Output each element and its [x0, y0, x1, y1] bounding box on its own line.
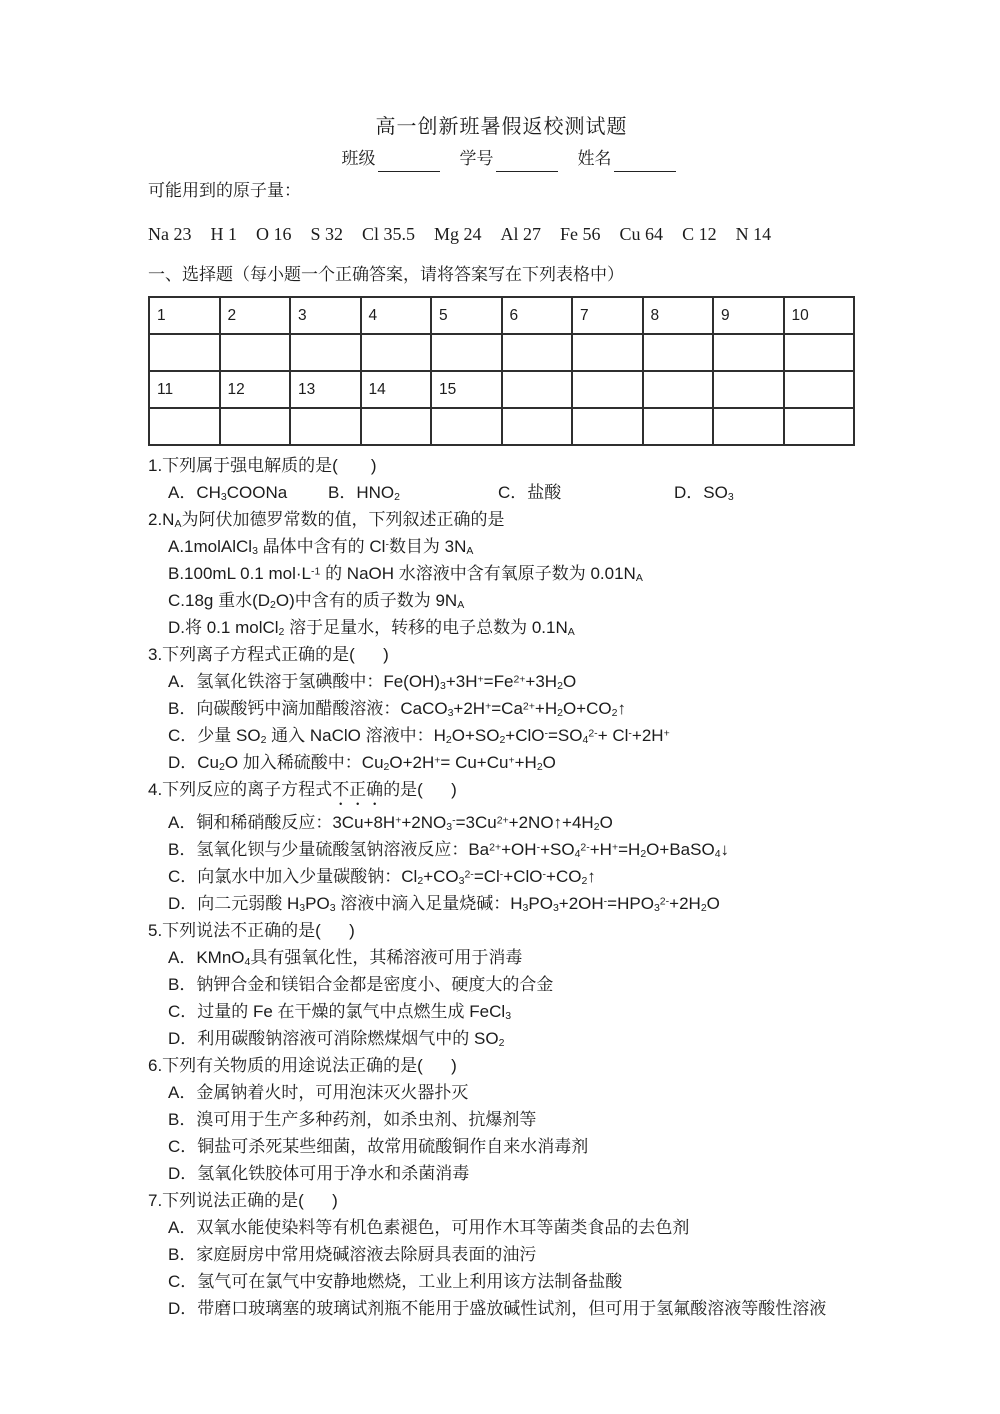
answer-grid-cell [361, 408, 432, 445]
answer-grid-cell: 14 [361, 371, 432, 408]
question-stem: $2.N_A$为阿伏加德罗常数的值，下列叙述正确的是 [148, 510, 505, 530]
answer-grid [148, 296, 855, 446]
question-options [148, 668, 855, 776]
answer-grid-cell: 5 [431, 297, 502, 334]
atomic-mass-item: O 16 [256, 224, 292, 244]
question-option: A．金属钠着火时，可用泡沫灭火器扑灭 [168, 1083, 469, 1102]
answer-grid-cell [572, 408, 643, 445]
atomic-mass-item: C 12 [682, 224, 717, 244]
answer-grid-cell [220, 334, 291, 371]
answer-grid-row [149, 371, 854, 408]
question-7 [148, 1187, 855, 1322]
question-option: C．盐酸 [498, 483, 562, 502]
atomic-mass-item: H 1 [210, 224, 237, 244]
answer-grid-cell [643, 408, 714, 445]
blank-line [378, 154, 440, 172]
answer-grid-cell [361, 334, 432, 371]
question-options [148, 533, 855, 641]
question-option: A．氢氧化铁溶于氢碘酸中：$Fe(OH)_3+3H^+=Fe^{2+}+3H_2O$ [168, 672, 577, 692]
fill-field [460, 146, 558, 172]
question-option: D．利用碳酸钠溶液可消除燃煤烟气中的 $SO_2$ [168, 1029, 505, 1049]
atomic-mass-note: 可能用到的原子量： [148, 181, 301, 200]
question-option: C．氢气可在氯气中安静地燃烧，工业上利用该方法制备盐酸 [168, 1272, 623, 1291]
blank-line [496, 154, 558, 172]
atomic-mass-item: Fe 56 [560, 224, 601, 244]
fill-field [342, 146, 440, 172]
question-option: D．氢氧化铁胶体可用于净水和杀菌消毒 [168, 1164, 470, 1183]
questions [148, 452, 855, 1322]
answer-grid-cell: 3 [290, 297, 361, 334]
question-stem: 5.下列说法不正确的是( ) [148, 921, 355, 940]
answer-grid-cell [502, 371, 573, 408]
answer-grid-cell [431, 408, 502, 445]
question-option: B．钠钾合金和镁铝合金都是密度小、硬度大的合金 [168, 975, 554, 994]
question-option: C．过量的 Fe 在干燥的氯气中点燃生成 FeCl$_3$ [168, 1002, 512, 1022]
answer-grid-cell [784, 334, 855, 371]
question-5 [148, 917, 855, 1052]
question-option: B．家庭厨房中常用烧碱溶液去除厨具表面的油污 [168, 1245, 537, 1264]
question-option: B．向碳酸钙中滴加醋酸溶液：$CaCO_3+2H^+=Ca^{2+}+H_2O+CO_2↑$ [168, 699, 626, 719]
answer-grid-row [149, 408, 854, 445]
answer-grid-cell: 11 [149, 371, 220, 408]
answer-grid-cell [290, 408, 361, 445]
question-stem: 4.下列反应的离子方程式不正确的是( ) [148, 780, 457, 799]
answer-grid-cell: 12 [220, 371, 291, 408]
question-option: C.18g 重水$(D_2O)$中含有的质子数为 $9N_A$ [168, 591, 465, 611]
question-1 [148, 452, 855, 506]
answer-grid-cell [643, 334, 714, 371]
answer-grid-cell: 9 [713, 297, 784, 334]
answer-grid-cell [572, 334, 643, 371]
answer-grid-cell [149, 334, 220, 371]
answer-grid-cell [290, 334, 361, 371]
field-label: 班级 [341, 149, 376, 168]
question-option: D．向二元弱酸 $H_3PO_3$ 溶液中滴入足量烧碱：$H_3PO_3+2OH^-=HPO_3^{2-}+2H_2O$ [168, 894, 720, 914]
question-2 [148, 506, 855, 641]
question-options [148, 1214, 855, 1322]
atomic-mass-item: Cl 35.5 [362, 224, 416, 244]
atomic-mass-item: Na 23 [148, 224, 192, 244]
question-option: A.1molAlCl$_3$ 晶体中含有的 Cl-数目为 $3N_A$ [168, 537, 474, 557]
answer-grid-cell [643, 371, 714, 408]
question-option: D．带磨口玻璃塞的玻璃试剂瓶不能用于盛放碱性试剂，但可用于氢氟酸溶液等酸性溶液 [168, 1299, 827, 1318]
question-option: A．$CH_3COONa$ [168, 483, 288, 503]
answer-grid-body [149, 297, 854, 445]
question-stem: 7.下列说法正确的是( ) [148, 1191, 338, 1210]
question-option: B．$HNO_2$ [328, 483, 400, 503]
question-4 [148, 776, 855, 917]
question-option: A．铜和稀硝酸反应：$3Cu+8H^++2NO_3^-=3Cu^{2+}+2NO↑+4H_2O$ [168, 813, 613, 833]
answer-grid-cell [713, 334, 784, 371]
question-3 [148, 641, 855, 776]
section1-heading: 一、选择题（每小题一个正确答案，请将答案写在下列表格中） [148, 265, 624, 284]
question-option: B．氢氧化钡与少量硫酸氢钠溶液反应：$Ba^{2+}+OH^-+SO_4^{2-}+H^+=H_2O+BaSO_4↓$ [168, 840, 730, 860]
answer-grid-row [149, 334, 854, 371]
answer-grid-row [149, 297, 854, 334]
answer-grid-cell: 10 [784, 297, 855, 334]
answer-grid-cell: 7 [572, 297, 643, 334]
question-option: B．溴可用于生产多种药剂，如杀虫剂、抗爆剂等 [168, 1110, 537, 1129]
question-option: C．向氯水中加入少量碳酸钠：$Cl_2+CO_3^{2-}=Cl^-+ClO^-+CO_2↑$ [168, 867, 596, 887]
answer-grid-cell [502, 408, 573, 445]
question-option: D.将 0.1 molCl$_2$ 溶于足量水，转移的电子总数为 $0.1N_A$ [168, 618, 575, 638]
question-6 [148, 1052, 855, 1187]
question-options [148, 809, 855, 917]
blank-line [614, 154, 676, 172]
atomic-masses [148, 222, 855, 246]
answer-grid-cell [713, 371, 784, 408]
question-stem: 3.下列离子方程式正确的是( ) [148, 645, 389, 664]
fill-field [578, 146, 676, 172]
question-option: C．铜盐可杀死某些细菌，故常用硫酸铜作自来水消毒剂 [168, 1137, 589, 1156]
answer-grid-cell: 8 [643, 297, 714, 334]
answer-grid-cell: 4 [361, 297, 432, 334]
question-option: A．双氧水能使染料等有机色素褪色，可用作木耳等菌类食品的去色剂 [168, 1218, 690, 1237]
answer-grid-cell [220, 408, 291, 445]
answer-grid-cell [572, 371, 643, 408]
answer-grid-cell [149, 408, 220, 445]
answer-grid-cell [784, 408, 855, 445]
question-option: D．$SO_3$ [674, 483, 734, 503]
answer-grid-cell: 2 [220, 297, 291, 334]
page-title: 高一创新班暑假返校测试题 [375, 116, 628, 138]
question-stem: 1.下列属于强电解质的是( ) [148, 456, 377, 475]
field-label: 学号 [459, 149, 494, 168]
answer-grid-cell [502, 334, 573, 371]
answer-grid-cell: 1 [149, 297, 220, 334]
question-option: A．KMnO$_4$具有强氧化性，其稀溶液可用于消毒 [168, 948, 523, 968]
question-stem: 6.下列有关物质的用途说法正确的是( ) [148, 1056, 457, 1075]
atomic-mass-item: N 14 [735, 224, 772, 244]
question-options [148, 479, 855, 506]
answer-grid-cell: 6 [502, 297, 573, 334]
field-label: 姓名 [577, 149, 612, 168]
question-options [148, 944, 855, 1052]
answer-grid-cell: 15 [431, 371, 502, 408]
answer-grid-cell [713, 408, 784, 445]
question-option: D．$Cu_2O$ 加入稀硫酸中：$Cu_2O+2H^+= Cu+Cu^++H_2O$ [168, 753, 556, 773]
atomic-mass-item: Mg 24 [434, 224, 482, 244]
atomic-mass-item: Al 27 [500, 224, 542, 244]
answer-grid-cell [431, 334, 502, 371]
answer-grid-cell [784, 371, 855, 408]
name-fields [148, 146, 855, 172]
answer-grid-cell: 13 [290, 371, 361, 408]
question-option: C．少量 $SO_2$ 通入 NaClO 溶液中：$H_2O+SO_2+ClO^-=SO_4^{2-}+ Cl^-+2H^+$ [168, 726, 670, 746]
atomic-mass-item: Cu 64 [619, 224, 664, 244]
question-option: B.100mL 0.1 $mol\cdot L^{-1}$ 的 NaOH 水溶液中含有氧原子数为 $0.01N_A$ [168, 564, 643, 584]
question-options [148, 1079, 855, 1187]
atomic-mass-item: S 32 [310, 224, 344, 244]
